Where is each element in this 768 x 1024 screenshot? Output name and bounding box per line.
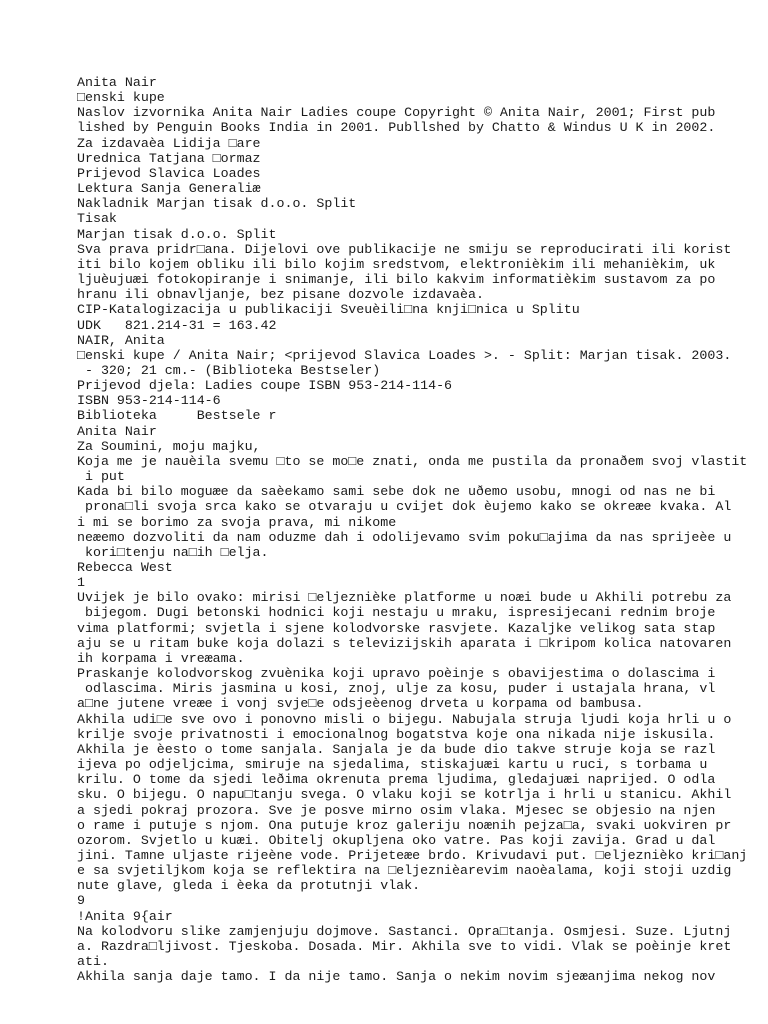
text-line: Tisak	[77, 211, 117, 227]
text-line: Koja me je nauèila svemu □to se mo□e znati, onda me pustila da pronaðem svoj vlastit	[77, 453, 748, 469]
text-line: 9	[77, 893, 85, 909]
text-line: Sva prava pridr□ana. Dijelovi ove publikacije ne smiju se reproducirati ili korist	[77, 241, 732, 257]
text-line: Nakladnik Marjan tisak d.o.o. Split	[77, 196, 357, 212]
text-line: ijeva po odjeljcima, smiruje na sjedalima, stiskajuæi kartu u ruci, s torbama u	[77, 757, 708, 773]
text-line: a. Razdra□ljivost. Tjeskoba. Dosada. Mir. Akhila sve to vidi. Vlak se poèinje kret	[77, 938, 732, 954]
text-line: lished by Penguin Books India in 2001. Publlshed by Chatto & Windus U K in 2002.	[77, 120, 716, 136]
text-line: ati.	[77, 954, 109, 970]
text-line: Na kolodvoru slike zamjenjuju dojmove. Sastanci. Opra□tanja. Osmjesi. Suze. Ljutnj	[77, 923, 732, 939]
text-line: bijegom. Dugi betonski hodnici koji nestaju u mraku, ispresijecani rednim broje	[77, 605, 716, 621]
text-line: Za Soumini, moju majku,	[77, 438, 261, 454]
text-line: ljuèujuæi fotokopiranje i snimanje, ili bilo kakvim informatièkim sustavom za po	[77, 272, 716, 288]
text-line: Biblioteka Bestsele r	[77, 408, 277, 424]
text-line: Naslov izvornika Anita Nair Ladies coupe Copyright © Anita Nair, 2001; First pub	[77, 105, 716, 121]
text-line: !Anita 9{air	[77, 908, 173, 924]
text-line: a□ne jutene vreæe i vonj svje□e odsjeèenog drveta u korpama od bambusa.	[77, 696, 644, 712]
text-line: kori□tenju na□ih □elja.	[77, 544, 269, 560]
text-line: ISBN 953-214-114-6	[77, 393, 221, 409]
text-line: ih korpama i vreæama.	[77, 650, 245, 666]
text-line: Prijevod djela: Ladies coupe ISBN 953-214-114-6	[77, 378, 453, 394]
text-line: □enski kupe / Anita Nair; <prijevod Slavica Loades >. - Split: Marjan tisak. 2003.	[77, 347, 732, 363]
text-line: krilje svoje privatnosti i emocionalnog bogatstva koje ona nikada nije iskusila.	[77, 726, 716, 742]
text-line: Praskanje kolodvorskog zvuènika koji upravo poèinje s obavijestima o dolascima i	[77, 666, 716, 682]
text-line: iti bilo kojem obliku ili bilo kojim sredstvom, elektronièkim ili mehanièkim, uk	[77, 256, 716, 272]
text-line: CIP-Katalogizacija u publikaciji Sveuèili□na knji□nica u Splitu	[77, 302, 580, 318]
text-line: Marjan tisak d.o.o. Split	[77, 226, 277, 242]
text-line: Za izdavaèa Lidija □are	[77, 135, 261, 151]
text-line: Akhila udi□e sve ovo i ponovno misli o bijegu. Nabujala struja ljudi koja hrli u o	[77, 711, 732, 727]
text-line: krilu. O tome da sjedi leðima okrenuta prema ljudima, gledajuæi naprijed. O odla	[77, 772, 716, 788]
text-line: aju se u ritam buke koja dolazi s televizijskih aparata i □kripom kolica natovaren	[77, 635, 732, 651]
text-line: odlascima. Miris jasmina u kosi, znoj, ulje za kosu, puder i ustajala hrana, vl	[77, 681, 716, 697]
text-line: Uvijek je bilo ovako: mirisi □eljeznièke platforme u noæi bude u Akhili potrebu za	[77, 590, 732, 606]
text-line: prona□li svoja srca kako se otvaraju u cvijet dok èujemo kako se okreæe kvaka. Al	[77, 499, 732, 515]
text-line: o rame i putuje s njom. Ona putuje kroz galeriju noænih pejza□a, svaki uokviren pr	[77, 817, 732, 833]
text-line: Kada bi bilo moguæe da saèekamo sami sebe dok ne uðemo usobu, mnogi od nas ne bi	[77, 484, 716, 500]
text-line: vima platformi; svjetla i sjene kolodvorske rasvjete. Kazaljke velikog sata stap	[77, 620, 716, 636]
text-line: UDK 821.214-31 = 163.42	[77, 317, 277, 333]
text-line: NAIR, Anita	[77, 332, 165, 348]
text-line: i mi se borimo za svoja prava, mi nikome	[77, 514, 397, 530]
text-line: - 320; 21 cm.- (Biblioteka Bestseler)	[77, 362, 381, 378]
text-line: a sjedi pokraj prozora. Sve je posve mirno osim vlaka. Mjesec se objesio na njen	[77, 802, 716, 818]
text-line: Prijevod Slavica Loades	[77, 165, 261, 181]
text-line: Rebecca West	[77, 560, 173, 575]
text-line: Anita Nair	[77, 75, 157, 90]
text-line: nute glave, gleda i èeka da protutnji vlak.	[77, 878, 421, 894]
text-line: Akhila sanja daje tamo. I da nije tamo. Sanja o nekim novim sjeæanjima nekog nov	[77, 969, 716, 985]
text-line: 1	[77, 575, 85, 591]
text-line: Urednica Tatjana □ormaz	[77, 150, 261, 166]
text-line: sku. O bijegu. O napu□tanju svega. O vlaku koji se kotrlja i hrli u stanicu. Akhil	[77, 787, 732, 803]
text-line: Akhila je èesto o tome sanjala. Sanjala je da bude dio takve struje koja se razl	[77, 741, 716, 757]
text-line: hranu ili obnavljanje, bez pisane dozvole izdavaèa.	[77, 287, 484, 303]
text-line: ozorom. Svjetlo u kuæi. Obitelj okupljena oko vatre. Pas koji zavija. Grad u dal	[77, 832, 716, 848]
text-line: i put	[77, 469, 125, 485]
text-line: e sa svjetiljkom koja se reflektira na □eljeznièarevim naoèalama, koji stoji uzdig	[77, 863, 732, 879]
text-line: jini. Tamne uljaste rijeène vode. Prijeteæe brdo. Krivudavi put. □eljeznièko kri□anj	[77, 847, 748, 863]
text-line: □enski kupe	[77, 90, 165, 106]
text-line: neæemo dozvoliti da nam oduzme dah i odolijevamo svim poku□ajima da nas sprijeèe u	[77, 529, 732, 545]
text-line: Anita Nair	[77, 423, 157, 439]
text-line: Lektura Sanja Generaliæ	[77, 181, 261, 197]
